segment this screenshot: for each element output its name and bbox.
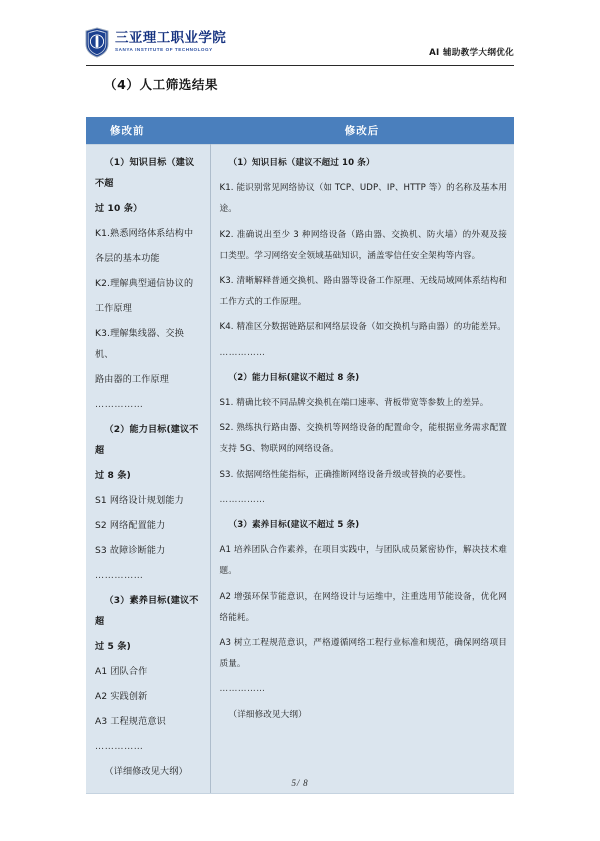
table-row [86,145,514,794]
before-line-5: 工作原理 [95,304,132,314]
institution-logo [84,27,226,58]
before-line-16: 过 5 条) [95,642,131,652]
page-number: 5/ 8 [291,778,309,788]
column-header-before: 修改前 [86,117,210,145]
after-line-1: K1. 能识别常见网络协议（如 TCP、UDP、IP、HTTP 等）的名称及基本用途。 [219,183,508,215]
before-line-11: S1 网络设计规划能力 [95,496,184,506]
after-line-10: …………… [219,494,266,505]
logo-name-en: SANYA INSTITUTE OF TECHNOLOGY [115,47,213,53]
after-line-6: （2）能力目标(建议不超过 8 条) [228,372,360,383]
before-line-8: …………… [95,400,144,410]
shield-crest-icon [84,27,110,58]
after-line-11: （3）素养目标(建议不超过 5 条) [228,520,360,531]
header-running-title: AI 辅助教学大纲优化 [429,48,514,58]
after-line-8: S2. 熟练执行路由器、交换机等网络设备的配置命令，能根据业务需求配置支持 5G、物联网的网络设备。 [219,423,507,455]
comparison-table [86,117,514,794]
after-line-4: K4. 精准区分数据链路层和网络层设备（如交换机与路由器）的功能差异。 [219,322,506,333]
before-line-9: （2）能力目标(建议不超 [95,425,199,456]
document-header [0,0,600,70]
before-line-6: K3.理解集线器、交换机、 [95,329,185,360]
after-line-3: K3. 清晰解释普通交换机、路由器等设备工作原理、无线局域网体系结构和工作方式的工作原理。 [219,276,507,308]
before-line-2: K1.熟悉网络体系结构中 [95,229,194,239]
after-line-9: S3. 依据网络性能指标，正确推断网络设备升级或替换的必要性。 [219,469,472,480]
before-line-21: （详细修改见大纲） [104,767,188,777]
before-line-10: 过 8 条) [95,471,131,481]
after-line-2: K2. 准确说出至少 3 种网络设备（路由器、交换机、防火墙）的外观及接口类型。学习网络安全领域基础知识，涵盖零信任安全架构等内容。 [219,229,507,261]
before-line-4: K2.理解典型通信协议的 [95,279,194,289]
header-divider [86,65,514,66]
after-line-16: （详细修改见大纲） [228,709,307,720]
page-title: （4）人工筛选结果 [104,77,219,92]
before-line-15: （3）素养目标(建议不超 [95,596,199,627]
after-line-7: S1. 精确比较不同品牌交换机在端口速率、背板带宽等参数上的差异。 [219,398,489,409]
before-line-18: A2 实践创新 [95,692,148,702]
before-line-3: 各层的基本功能 [95,254,160,264]
before-line-1: 过 10 条） [95,204,143,214]
after-line-5: …………… [219,347,266,358]
column-header-after: 修改后 [210,117,514,145]
logo-wordmark [115,32,226,53]
after-line-13: A2 增强环保节能意识，在网络设计与运维中，注重选用节能设备，优化网络能耗。 [219,591,507,623]
before-line-14: …………… [95,571,144,581]
after-line-15: …………… [219,684,266,695]
cell-after-content [210,145,514,794]
before-line-17: A1 团队合作 [95,667,148,677]
after-line-12: A1 培养团队合作素养，在项目实践中，与团队成员紧密协作，解决技术难题。 [219,545,507,577]
before-line-13: S3 故障诊断能力 [95,546,166,556]
logo-name-cn: 三亚理工职业学院 [115,30,227,47]
before-line-12: S2 网络配置能力 [95,521,166,531]
after-line-14: A3 树立工程规范意识，严格遵循网络工程行业标准和规范，确保网络项目质量。 [219,638,507,670]
before-line-19: A3 工程规范意识 [95,717,166,727]
after-line-0: （1）知识目标（建议不超过 10 条） [228,158,375,168]
cell-before-content [86,145,210,794]
before-line-20: …………… [95,742,144,752]
before-line-0: （1）知识目标（建议不超 [95,158,195,189]
before-line-7: 路由器的工作原理 [95,375,169,385]
table-header-row [86,117,514,145]
